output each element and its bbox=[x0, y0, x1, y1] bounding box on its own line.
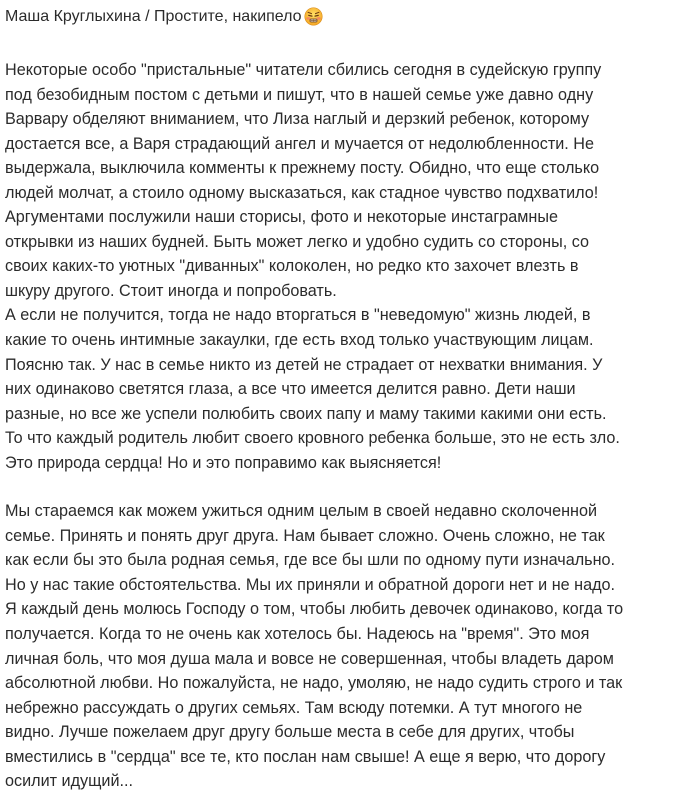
text-line: Аргументами послужили наши сторисы, фото и некоторые инстаграмные bbox=[5, 208, 558, 227]
text-line: осилит идущий... bbox=[5, 772, 134, 791]
text-line: личная боль, что моя душа мала и вовсе не совершенная, чтобы владеть даром bbox=[5, 649, 614, 668]
text-line: Варвару обделяют вниманием, что Лиза наглый и дерзкий ребенок, которому bbox=[5, 110, 590, 129]
text-line: абсолютной любви. Но пожалуйста, не надо, умоляю, не надо судить строго и так bbox=[5, 674, 623, 693]
text-line: людей молчат, а стоило одному высказаться, как стадное чувство подхватило! bbox=[5, 183, 599, 202]
text-line: Некоторые особо "пристальные" читатели сбились сегодня в судейскую группу bbox=[5, 61, 602, 79]
text-line: достается все, а Варя страдающий ангел и мучается от недолюбленности. Не bbox=[5, 134, 594, 153]
post-header bbox=[5, 6, 695, 28]
post-title: Маша Круглыхина / Простите, накипело bbox=[5, 8, 302, 25]
text-line: своих каких-то уютных "диванных" колоколен, но редко кто захочет влезть в bbox=[5, 257, 579, 276]
post-paragraph-2 bbox=[5, 499, 695, 794]
text-line: небрежно рассуждать о других семьях. Там всюду потемки. А тут многого не bbox=[5, 698, 583, 717]
text-line: Поясню так. У нас в семье никто из детей не страдает от нехватки внимания. У bbox=[5, 355, 603, 374]
paragraph-spacer bbox=[5, 475, 695, 499]
text-line: вместились в "сердца" все те, кто послан нам свыше! А еще я верю, что дорогу bbox=[5, 747, 606, 766]
text-line: Мы стараемся как можем ужиться одним целым в своей недавно сколоченной bbox=[5, 502, 598, 521]
text-line: Но у нас такие обстоятельства. Мы их приняли и обратной дороги нет и не надо. bbox=[5, 575, 616, 594]
text-line: То что каждый родитель любит своего кровного ребенка больше, это не есть зло. bbox=[5, 429, 620, 448]
text-line: под безобидным постом с детьми и пишут, что в нашей семье уже давно одну bbox=[5, 85, 594, 104]
text-line: получается. Когда то не очень как хотелось бы. Надеюсь на "время". Это моя bbox=[5, 625, 590, 644]
text-line: семье. Принять и понять друг друга. Нам бывает сложно. Очень сложно, не так bbox=[5, 526, 605, 545]
text-line: разные, но все же успели полюбить своих папу и маму такими какими они есть. bbox=[5, 404, 607, 423]
text-line: Я каждый день молюсь Господу о том, чтобы любить девочек одинаково, когда то bbox=[5, 600, 624, 619]
text-line: как если бы это была родная семья, где все бы шли по одному пути изначально. bbox=[5, 551, 616, 570]
text-line: какие то очень интимные закаулки, где есть вход только участвующим лицам. bbox=[5, 331, 594, 350]
post bbox=[5, 6, 695, 794]
flushed-emoji-icon bbox=[304, 7, 323, 26]
text-line: шкуру другого. Стоит иногда и попробовать. bbox=[5, 281, 337, 300]
text-line: видно. Лучше пожелаем друг другу больше места в себе для других, чтобы bbox=[5, 723, 575, 742]
text-line: выдержала, выключила комменты к прежнему посту. Обидно, что еще столько bbox=[5, 159, 600, 178]
text-line: А если не получится, тогда не надо вторгаться в "неведомую" жизнь людей, в bbox=[5, 306, 591, 325]
text-line: Это природа сердца! Но и это поправимо как выясняется! bbox=[5, 453, 442, 472]
post-paragraph-1 bbox=[5, 58, 695, 475]
text-line: открывки из наших будней. Быть может легко и удобно судить со стороны, со bbox=[5, 232, 589, 251]
text-line: них одинаково светятся глаза, а все что имеется делится равно. Дети наши bbox=[5, 380, 576, 399]
